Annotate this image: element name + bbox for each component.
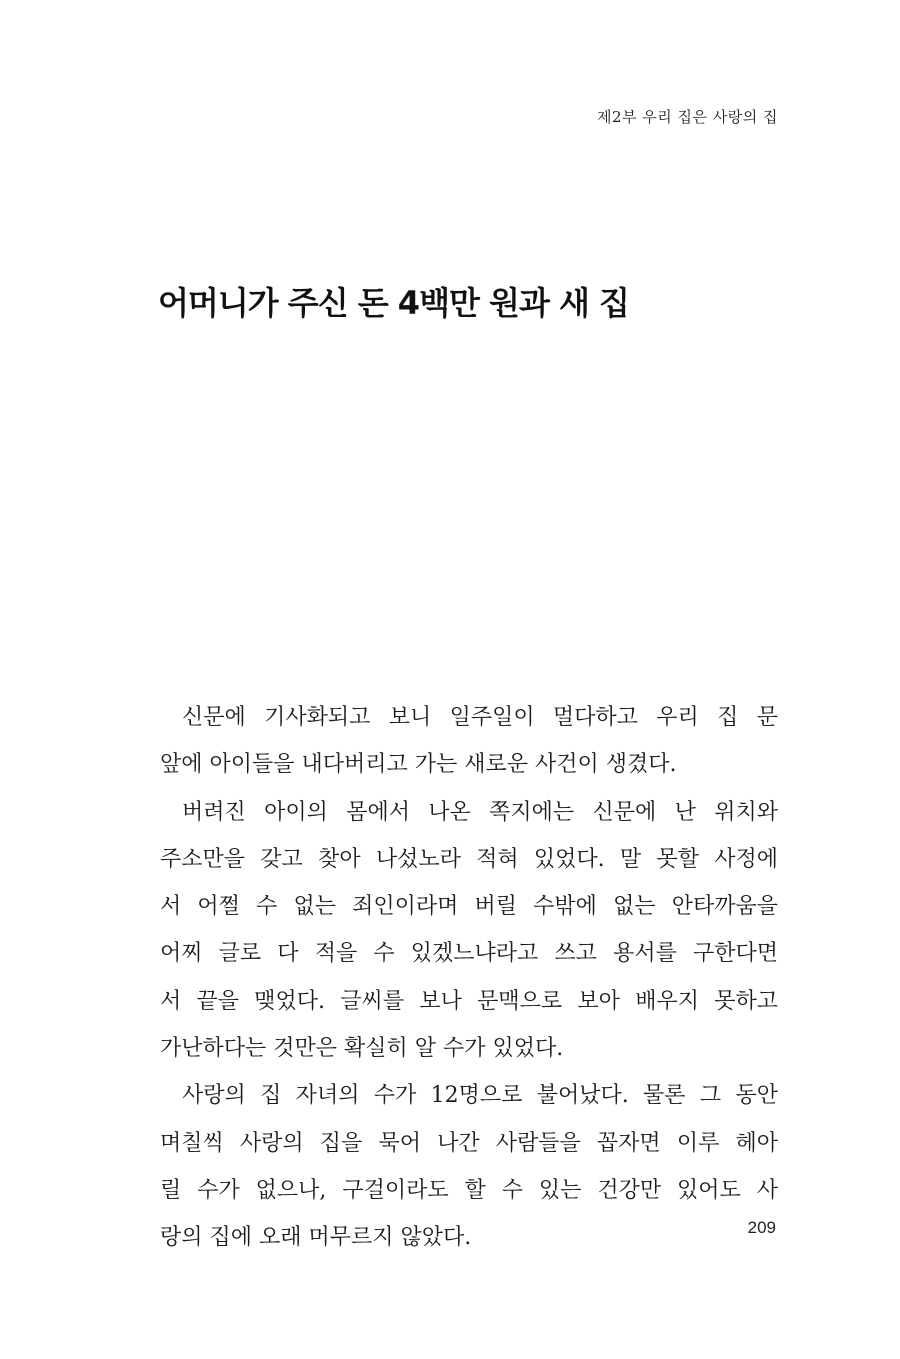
text-line: 주소만을 갖고 찾아 나섰노라 적혀 있었다. 말 못할 사정에 xyxy=(160,846,778,872)
text-line: 서 끝을 맺었다. 글씨를 보나 문맥으로 보아 배우지 못하고 xyxy=(160,988,778,1014)
text-line: 사랑의 집 자녀의 수가 12명으로 불어났다. 물론 그 동안 xyxy=(182,1083,778,1109)
running-head: 제2부 우리 집은 사랑의 집 xyxy=(596,108,778,126)
paragraph-2 xyxy=(138,789,778,1073)
paragraph-1 xyxy=(138,694,778,789)
text-line: 랑의 집에 오래 머무르지 않았다. xyxy=(160,1225,472,1251)
text-line: 버려진 아이의 몸에서 나온 쪽지에는 신문에 난 위치와 xyxy=(182,799,778,825)
text-line: 며칠씩 사랑의 집을 묵어 나간 사람들을 꼽자면 이루 헤아 xyxy=(160,1130,778,1156)
paragraph-3 xyxy=(138,1072,778,1261)
page-number: 209 xyxy=(747,1218,776,1237)
text-line: 서 어쩔 수 없는 죄인이라며 버릴 수밖에 없는 안타까움을 xyxy=(160,894,778,920)
text-line: 어찌 글로 다 적을 수 있겠느냐라고 쓰고 용서를 구한다면 xyxy=(160,941,778,967)
text-line: 가난하다는 것만은 확실히 알 수가 있었다. xyxy=(160,1036,564,1062)
text-line: 앞에 아이들을 내다버리고 가는 새로운 사건이 생겼다. xyxy=(160,752,677,778)
text-line: 릴 수가 없으나, 구걸이라도 할 수 있는 건강만 있어도 사 xyxy=(160,1177,778,1203)
text-line: 신문에 기사화되고 보니 일주일이 멀다하고 우리 집 문 xyxy=(182,705,778,730)
chapter-title: 어머니가 주신 돈 4백만 원과 새 집 xyxy=(158,284,629,322)
body-text xyxy=(138,694,778,1262)
